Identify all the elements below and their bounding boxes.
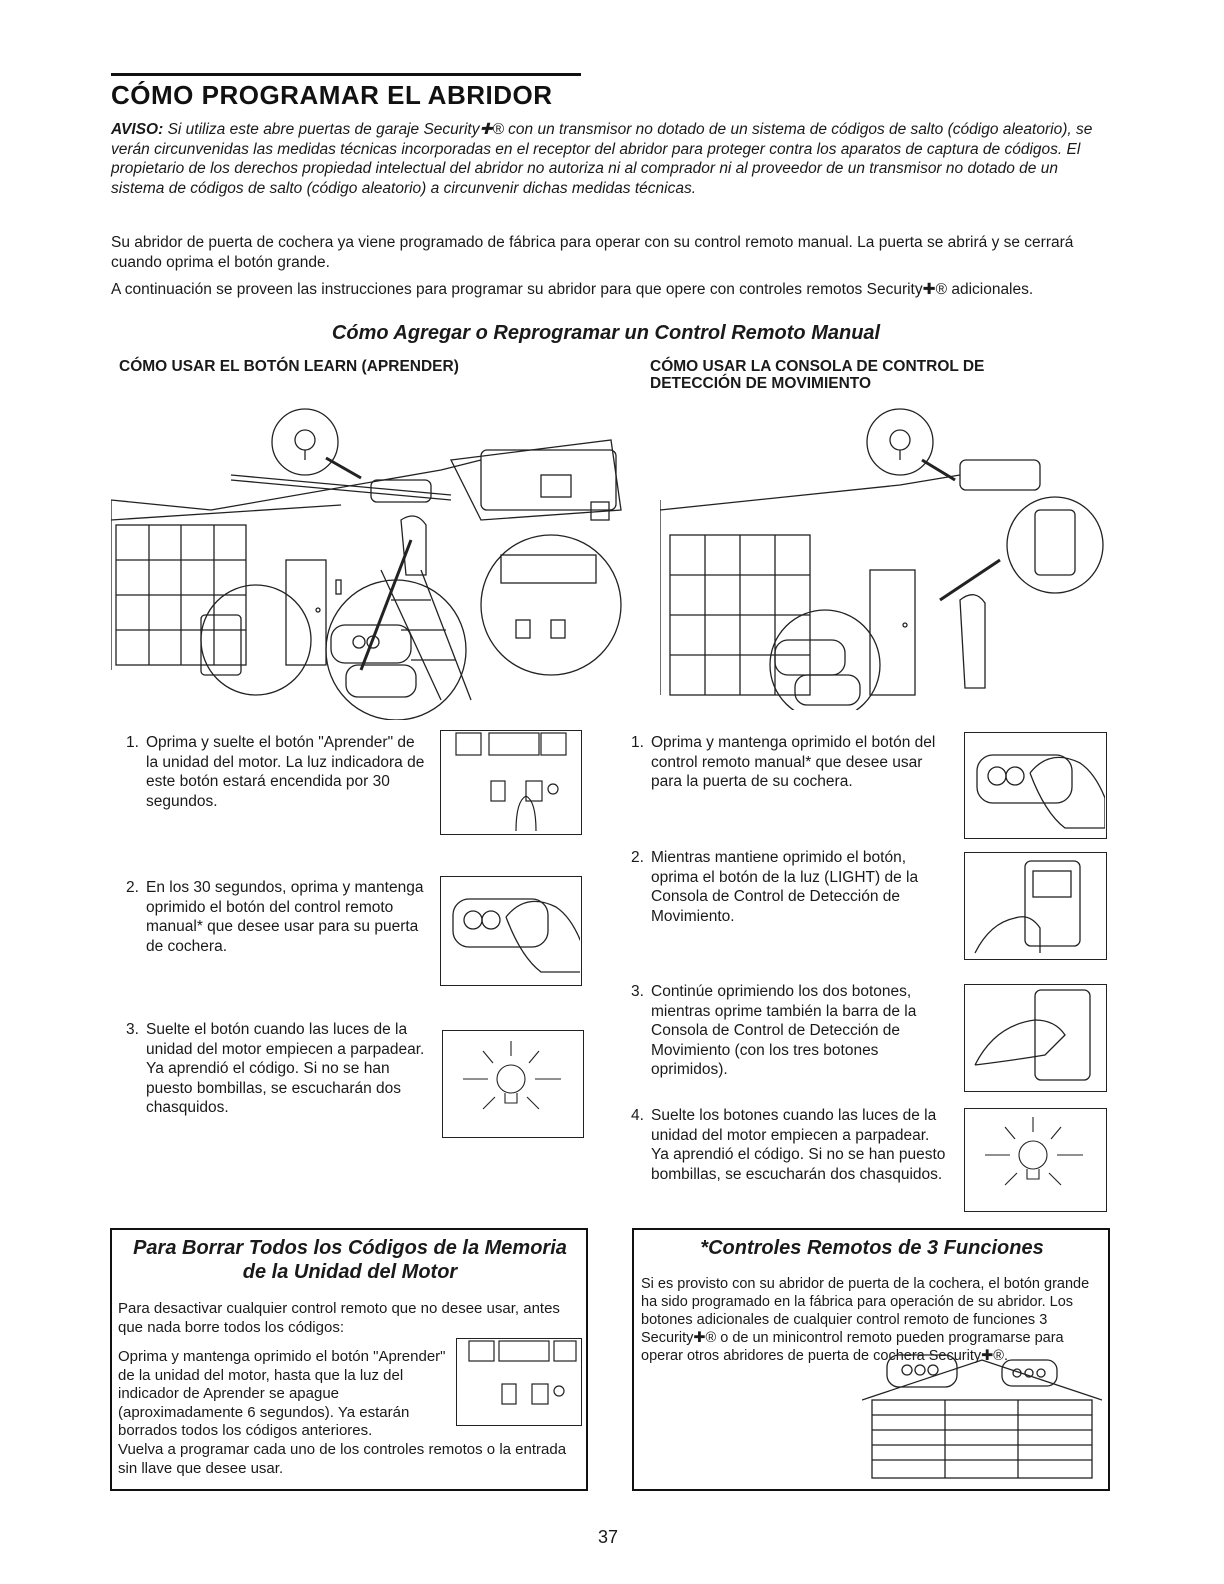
left-step-1-number: 1.	[126, 734, 139, 751]
right-step-4-number: 4.	[631, 1107, 644, 1124]
three-function-remotes-title: *Controles Remotos de 3 Funciones	[700, 1237, 1044, 1259]
light-bulb-illustration-right	[964, 1108, 1107, 1212]
right-step-2-text: Mientras mantiene oprimido el botón, oprima el botón de la luz (LIGHT) de la Consola de Control de Detección de Movimiento.	[651, 849, 919, 925]
right-step-2-number: 2.	[631, 849, 644, 866]
remote-press-illustration-left	[440, 876, 582, 986]
garage-illustration-learn-button	[111, 400, 631, 720]
left-step-1	[126, 733, 426, 811]
right-step-4	[631, 1106, 951, 1184]
learn-button-closeup-erase	[456, 1338, 582, 1426]
page-title: CÓMO PROGRAMAR EL ABRIDOR	[111, 80, 553, 110]
console-light-button-illustration	[964, 852, 1107, 960]
section-title: Cómo Agregar o Reprogramar un Control Remoto Manual	[331, 322, 881, 344]
left-step-1-text: Oprima y suelte el botón "Aprender" de la unidad del motor. La luz indicadora de este botón estará encendida por 30 segundos.	[146, 734, 425, 810]
left-step-3	[126, 1020, 426, 1118]
garage-illustration-motion-console	[660, 400, 1110, 710]
left-column-heading: CÓMO USAR EL BOTÓN LEARN (APRENDER)	[119, 358, 459, 375]
right-step-2	[631, 848, 951, 926]
light-bulb-illustration-left	[442, 1030, 584, 1138]
intro-paragraph-1: Su abridor de puerta de cochera ya viene programado de fábrica para operar con su control remoto manual. La puerta se abrirá y se cerrará cuando oprima el botón grande.	[111, 234, 1074, 271]
console-bar-press-illustration	[964, 984, 1107, 1092]
left-step-3-text: Suelte el botón cuando las luces de la unidad del motor empiecen a parpadear. Ya aprendió el código. Si no se han puesto bombillas, se escucharán dos chasquidos.	[146, 1021, 425, 1116]
left-step-2	[126, 878, 426, 956]
three-function-remotes-text: Si es provisto con su abridor de puerta de la cochera, el botón grande ha sido programado en la fábrica para operación de su abridor. Los botones adicionales de cualquier control remoto de funciones 3 Security✚® o de un minicontrol remoto pueden programarse para operar otros abridores de puerta de cochera Security✚®.	[641, 1276, 1090, 1364]
intro-paragraph-2: A continuación se proveen las instrucciones para programar su abridor para que opere con controles remotos Security✚® adicionales.	[111, 281, 1034, 298]
left-step-2-text: En los 30 segundos, oprima y mantenga oprimido el botón del control remoto manual* que desee usar para su puerta de cochera.	[146, 879, 424, 955]
notice	[111, 120, 1101, 198]
remote-press-illustration-right	[964, 732, 1107, 839]
right-step-4-text: Suelte los botones cuando las luces de la unidad del motor empiecen a parpadear. Ya aprendió el código. Si no se han puesto bombillas, se escucharán dos chasquidos.	[651, 1107, 946, 1183]
right-step-3-text: Continúe oprimiendo los dos botones, mientras oprime también la barra de la Consola de Control de Detección de Movimiento (con los tres botones oprimidos).	[651, 983, 917, 1078]
right-step-3-number: 3.	[631, 983, 644, 1000]
title-rule	[111, 73, 581, 76]
left-step-2-number: 2.	[126, 879, 139, 896]
right-step-1	[631, 733, 951, 792]
erase-codes-title: Para Borrar Todos los Códigos de la Memoria de la Unidad del Motor	[133, 1237, 567, 1283]
erase-codes-intro: Para desactivar cualquier control remoto que no desee usar, antes que nada borre todos los códigos:	[118, 1300, 560, 1336]
erase-codes-instructions: Oprima y mantenga oprimido el botón "Aprender" de la unidad del motor, hasta que la luz del indicador de Aprender se apague (aproximadamente 6 segundos). Ya estarán borrados todos los códigos anteriores.	[118, 1348, 446, 1439]
left-step-3-number: 3.	[126, 1021, 139, 1038]
right-column-heading: CÓMO USAR LA CONSOLA DE CONTROL DE DETECCIÓN DE MOVIMIENTO	[650, 358, 985, 392]
page-number: 37	[598, 1527, 619, 1547]
right-step-3	[631, 982, 951, 1080]
right-step-1-number: 1.	[631, 734, 644, 751]
notice-label: AVISO:	[111, 121, 164, 138]
learn-button-closeup	[440, 730, 582, 835]
notice-text: Si utiliza este abre puertas de garaje Security✚® con un transmisor no dotado de un sistema de códigos de salto (código aleatorio), se verán circunvenidas las medidas técnicas incorporadas en el receptor del abridor para proteger contra los aparatos de captura de códigos. El propietario de los derechos propiedad intelectual del abridor no autoriza ni al comprador ni al proveedor de un transmisor no dotado de un sistema de códigos de salto (código aleatorio) a circunvenir dichas medidas técnicas.	[111, 121, 1093, 197]
erase-codes-reprogram: Vuelva a programar cada uno de los controles remotos o la entrada sin llave que desee usar.	[118, 1441, 567, 1477]
right-step-1-text: Oprima y mantenga oprimido el botón del control remoto manual* que desee usar para la puerta de su cochera.	[651, 734, 936, 790]
remotes-garage-illustration	[862, 1340, 1102, 1480]
